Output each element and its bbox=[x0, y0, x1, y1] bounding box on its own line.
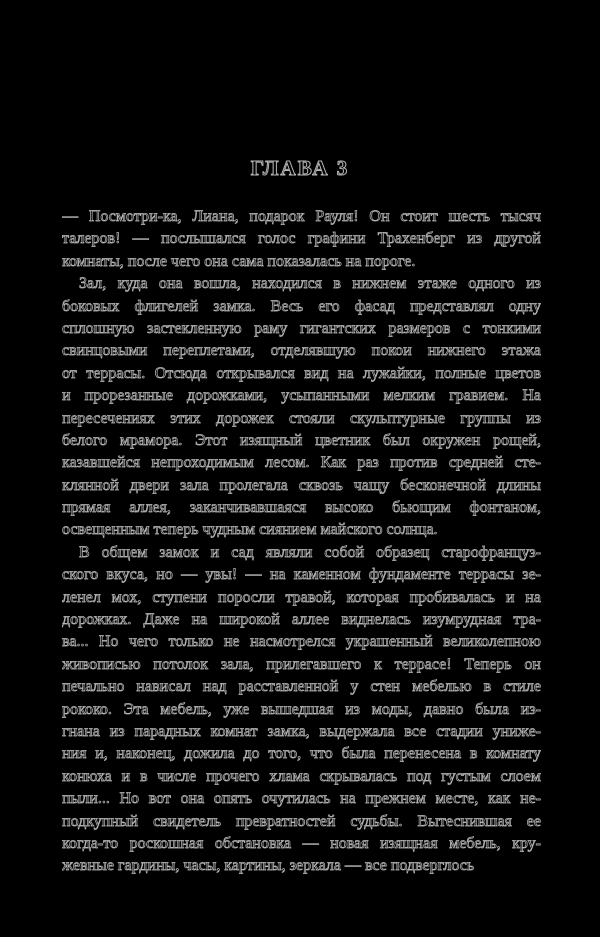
text-line: сплошную застекленную раму гигантских размеров с тонкими bbox=[62, 319, 541, 337]
text-line: ленел мох, ступени поросли травой, которая пробивалась и на bbox=[62, 588, 541, 606]
text-line: прямая аллея, заканчивавшаяся высоко бьющим фонтаном, bbox=[62, 499, 541, 517]
text-line: пересечениях этих дорожек стояли скульптурные группы из bbox=[62, 409, 541, 427]
text-line: дорожках. Даже на широкой аллее виднелась изумрудная тра- bbox=[62, 611, 541, 629]
text-line: рококо. Эта мебель, уже вышедшая из моды, давно была из- bbox=[62, 700, 541, 718]
chapter-title: ГЛАВА 3 bbox=[250, 156, 350, 180]
text-line: пыли... Но вот она опять очутилась на прежнем месте, как не- bbox=[62, 790, 541, 808]
text-line: печально нависал над расставленной у стен мебелью в стиле bbox=[62, 678, 541, 696]
text-line: гнана из парадных комнат замка, выдержала все стадии униже- bbox=[62, 722, 541, 740]
text-line: освещенным теперь чудным сиянием майского солнца. bbox=[62, 521, 438, 539]
text-line: и прорезанные дорожками, усыпанными мелким гравием. На bbox=[62, 387, 541, 405]
text-line: свинцовыми переплетами, отделявшую покои нижнего этажа bbox=[62, 342, 541, 360]
text-line: белого мрамора. Этот изящный цветник был окружен рощей, bbox=[62, 431, 541, 449]
text-line: от террасы. Отсюда открывался вид на лужайки, полные цветов bbox=[62, 364, 541, 382]
text-line: ва... Но чего только не насмотрелся украшенный великолепною bbox=[62, 633, 541, 651]
text-line: казавшейся непроходимым лесом. Как раз против средней сте- bbox=[62, 454, 541, 472]
text-line: клянной двери зала пролегала сквозь чащу бесконечной длины bbox=[62, 476, 541, 494]
text-line: ского вкуса, но — увы! — на каменном фундаменте террасы зе- bbox=[62, 566, 541, 584]
text-line: когда-то роскошная обстановка — новая изящная мебель, кру- bbox=[62, 834, 541, 852]
text-line: конюха и в числе прочего хлама скрывалась под густым слоем bbox=[62, 767, 541, 785]
text-line: боковых флигелей замка. Весь его фасад представлял одну bbox=[62, 297, 541, 315]
text-line: жевные гардины, часы, картины, зеркала — все подверглось bbox=[62, 857, 475, 875]
text-line: живописью потолок зала, прилегавшего к террасе! Теперь он bbox=[62, 655, 541, 673]
text-block bbox=[62, 206, 541, 878]
text-line: подкупный свидетель превратностей судьбы. Вытеснившая ее bbox=[62, 812, 541, 830]
text-line: комнаты, после чего она сама показалась на пороге. bbox=[62, 252, 416, 270]
text-line: ния и, наконец, дожила до того, что была перенесена в комнату bbox=[62, 745, 541, 763]
text-line: талеров! — послышался голос графини Трахенберг из другой bbox=[62, 230, 541, 248]
text-line: В общем замок и сад являли собой образец старофранцуз- bbox=[79, 543, 541, 561]
text-line: — Посмотри-ка, Лиана, подарок Рауля! Он стоит шесть тысяч bbox=[62, 208, 541, 225]
text-line: Зал, куда она вошла, находился в нижнем этаже одного из bbox=[79, 275, 541, 293]
